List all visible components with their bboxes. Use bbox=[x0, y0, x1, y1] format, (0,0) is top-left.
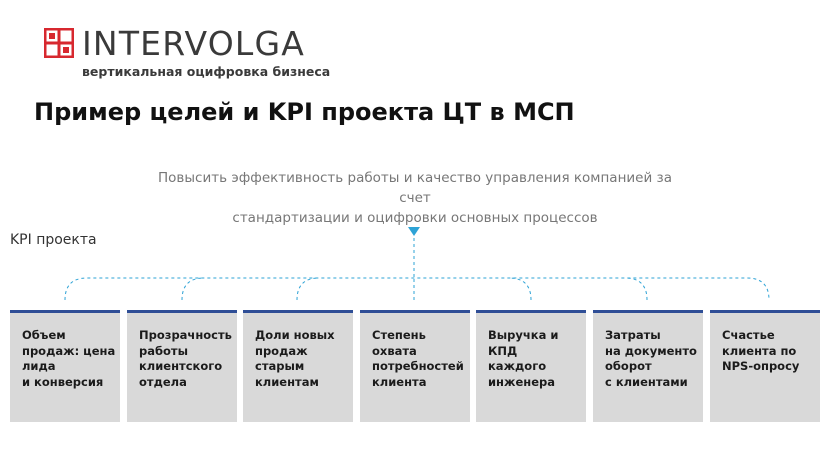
branch-5 bbox=[509, 278, 531, 300]
brand-tagline: вертикальная оцифровка бизнеса bbox=[82, 64, 331, 79]
kpi-card-label: Доли новых продаж старым клиентам bbox=[255, 328, 335, 389]
branch-2 bbox=[182, 278, 204, 300]
kpi-card-7 bbox=[710, 310, 820, 422]
kpi-card-row bbox=[10, 310, 822, 422]
branch-6 bbox=[625, 278, 647, 300]
project-goal-line-2: стандартизации и оцифровки основных процессов bbox=[232, 210, 598, 226]
kpi-card-label: Затраты на документо оборот с клиентами bbox=[605, 328, 697, 389]
kpi-section-label: KPI проекта bbox=[10, 232, 97, 248]
kpi-card-label: Счастье клиента по NPS-опросу bbox=[722, 328, 800, 373]
kpi-card-label: Степень охвата потребностей клиента bbox=[372, 328, 464, 389]
kpi-card-label: Прозрачность работы клиентского отдела bbox=[139, 328, 232, 389]
page-title: Пример целей и KPI проекта ЦТ в МСП bbox=[34, 98, 575, 126]
kpi-card-4 bbox=[360, 310, 470, 422]
kpi-card-label: Объем продаж: цена лида и конверсия bbox=[22, 328, 116, 389]
kpi-card-3 bbox=[243, 310, 353, 422]
brand-name: INTERVOLGA bbox=[82, 24, 306, 63]
project-goal-line-1: Повысить эффективность работы и качество управления компанией за счет bbox=[158, 170, 672, 206]
goal-arrow-icon bbox=[408, 227, 420, 236]
kpi-card-1 bbox=[10, 310, 120, 422]
kpi-card-6 bbox=[593, 310, 703, 422]
branch-3 bbox=[297, 278, 319, 300]
bus-line bbox=[65, 278, 769, 300]
kpi-card-5 bbox=[476, 310, 586, 422]
kpi-card-label: Выручка и КПД каждого инженера bbox=[488, 328, 559, 389]
kpi-card-2 bbox=[127, 310, 237, 422]
